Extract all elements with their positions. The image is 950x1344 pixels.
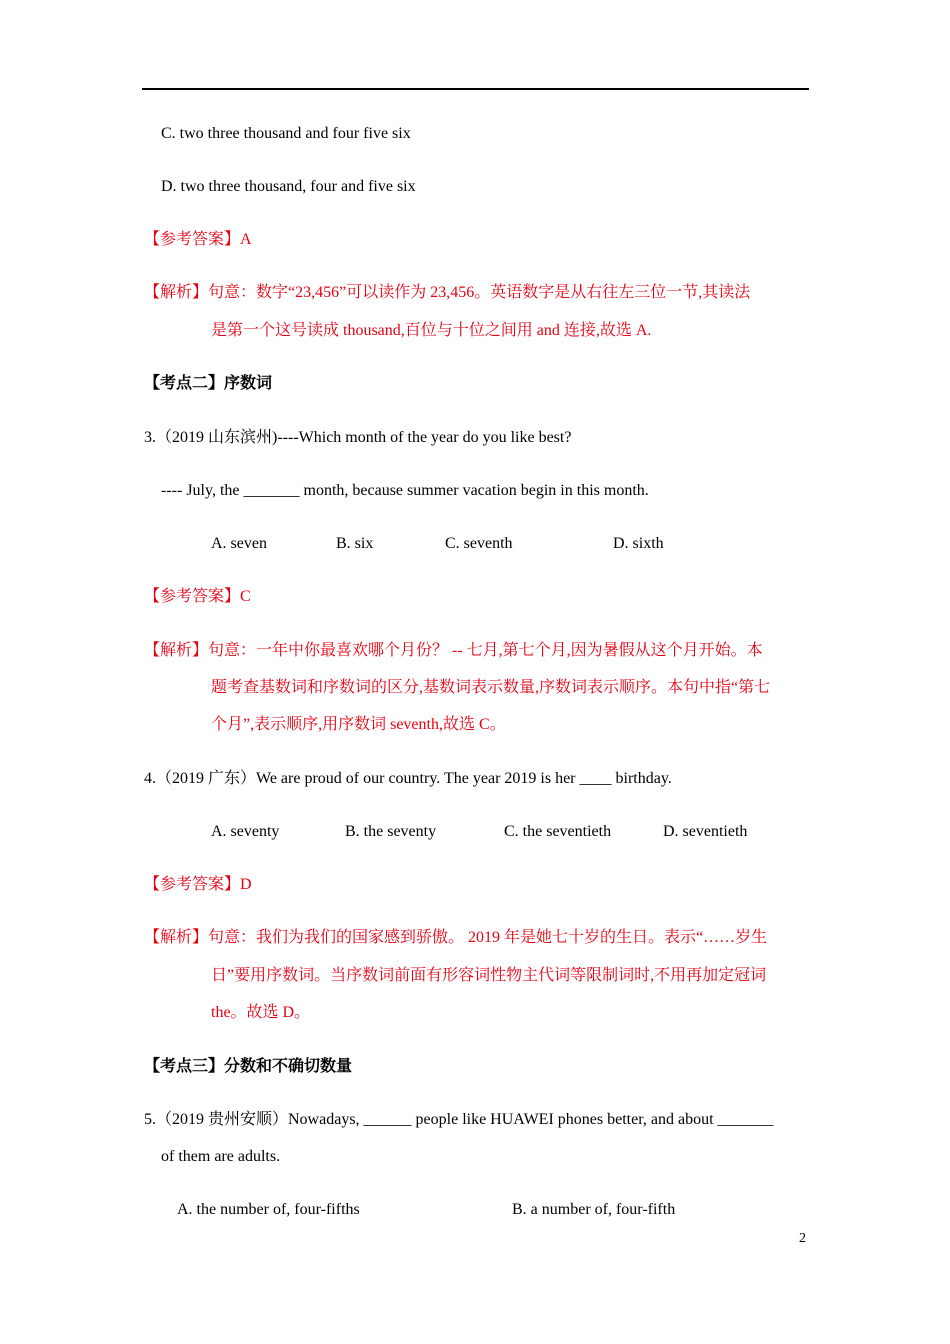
q2-analysis-line2: 是第一个这号读成 thousand,百位与十位之间用 and 连接,故选 A.	[211, 322, 652, 339]
q4-option-a: A. seventy	[211, 823, 280, 840]
q4-answer: 【参考答案】D	[144, 876, 252, 893]
q3-stem: 3.（2019 山东滨州)----Which month of the year do you like best?	[144, 429, 572, 446]
q3-answer: 【参考答案】C	[144, 588, 251, 605]
q5-option-b: B. a number of, four-fifth	[512, 1201, 676, 1218]
page-number: 2	[799, 1231, 806, 1246]
q3-option-d: D. sixth	[613, 535, 664, 552]
q4-analysis-line2: 日”要用序数词。当序数词前面有形容词性物主代词等限制词时,不用再加定冠词	[211, 967, 767, 984]
q2-answer: 【参考答案】A	[144, 231, 252, 248]
q5-stem: 5.（2019 贵州安顺）Nowadays, ______ people like HUAWEI phones better, and about _______	[144, 1111, 774, 1128]
q4-option-c: C. the seventieth	[504, 823, 612, 840]
q4-option-d: D. seventieth	[663, 823, 748, 840]
q3-stem-line2: ---- July, the _______ month, because summer vacation begin in this month.	[161, 482, 649, 499]
q3-option-c: C. seventh	[445, 535, 513, 552]
q4-stem: 4.（2019 广东）We are proud of our country. The year 2019 is her ____ birthday.	[144, 770, 672, 787]
section2-title: 【考点二】序数词	[144, 375, 273, 392]
q2-option-c: C. two three thousand and four five six	[161, 125, 411, 142]
q2-option-d: D. two three thousand, four and five six	[161, 178, 416, 195]
q3-analysis-line2: 题考查基数词和序数词的区分,基数词表示数量,序数词表示顺序。本句中指“第七	[211, 679, 771, 696]
q4-analysis-line1: 【解析】句意：我们为我们的国家感到骄傲。 2019 年是她七十岁的生日。表示“……岁生	[144, 929, 768, 946]
q3-option-b: B. six	[336, 535, 374, 552]
q3-option-a: A. seven	[211, 535, 267, 552]
q5-option-a: A. the number of, four-fifths	[177, 1201, 360, 1218]
section3-title: 【考点三】分数和不确切数量	[144, 1058, 353, 1075]
q2-analysis-line1: 【解析】句意：数字“23,456”可以读作为 23,456。英语数字是从右往左三位一节,其读法	[144, 284, 751, 301]
q4-analysis-line3: the。故选 D。	[211, 1004, 311, 1021]
q5-stem-line2: of them are adults.	[161, 1148, 281, 1165]
q4-option-b: B. the seventy	[345, 823, 437, 840]
q3-analysis-line3: 个月”,表示顺序,用序数词 seventh,故选 C。	[211, 716, 506, 733]
q3-analysis-line1: 【解析】句意：一年中你最喜欢哪个月份？ -- 七月,第七个月,因为暑假从这个月开始。本	[144, 642, 763, 659]
header-rule	[142, 88, 809, 90]
